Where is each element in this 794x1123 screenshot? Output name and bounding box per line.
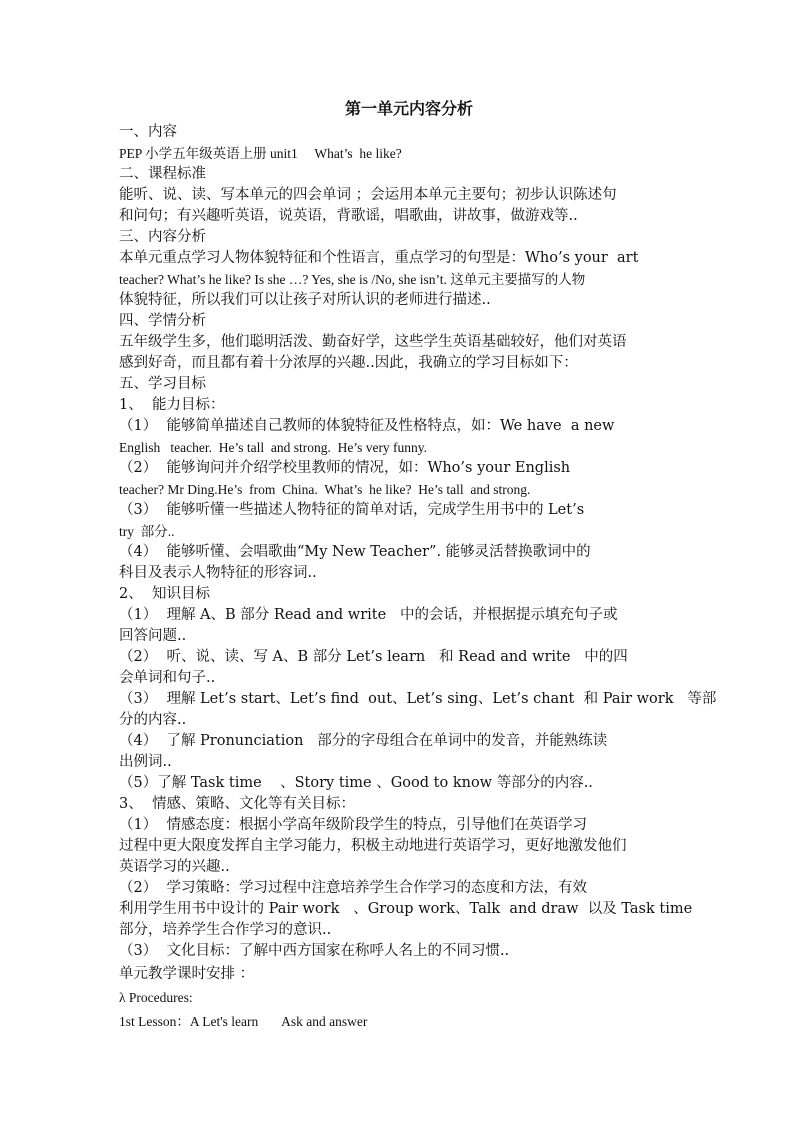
objective-item: （3） 理解 Let’s start、Let’s find out、Let’s sing、Let’s chant 和 Pair work 等部 xyxy=(119,691,717,707)
procedures-label: λ Procedures: xyxy=(119,990,193,1005)
objective-item: 会单词和句子.. xyxy=(119,670,216,686)
objective-item: 分的内容.. xyxy=(119,712,187,728)
document-page xyxy=(119,96,717,1034)
objective-item: （3） 文化目标：了解中西方国家在称呼人名上的不同习惯.. xyxy=(119,943,510,959)
section-heading-standard: 二、课程标准 xyxy=(119,166,206,182)
objective-item: （2） 能够询问并介绍学校里教师的情况，如：Who’s your English xyxy=(119,460,571,476)
objective-heading: 2、 知识目标 xyxy=(119,586,210,602)
objective-item: （1） 情感态度：根据小学高年级阶段学生的特点，引导他们在英语学习 xyxy=(119,817,587,833)
objective-item: （3） 能够听懂一些描述人物特征的简单对话，完成学生用书中的 Let’s xyxy=(119,502,585,518)
objective-item: English teacher. He’s tall and strong. He’s very funny. xyxy=(119,440,428,455)
objective-item: （4） 能够听懂、会唱歌曲“My New Teacher”. 能够灵活替换歌词中的 xyxy=(119,544,591,560)
learners-text: 五年级学生多，他们聪明活泼、勤奋好学，这些学生英语基础较好，他们对英语 xyxy=(119,334,627,350)
objective-item: （2） 学习策略：学习过程中注意培养学生合作学习的态度和方法，有效 xyxy=(119,880,587,896)
schedule-heading: 单元教学课时安排 ： xyxy=(119,966,255,982)
learners-text: 感到好奇，而且都有着十分浓厚的兴趣..因此，我确立的学习目标如下： xyxy=(119,355,578,371)
objective-item: teacher? Mr Ding.He’s from China. What’s he like? He’s tall and strong. xyxy=(119,482,531,497)
section-heading-objectives: 五、学习目标 xyxy=(119,376,206,392)
objective-heading: 1、 能力目标： xyxy=(119,397,225,413)
standard-text: 能听、说、读、写本单元的四会单词 ；会运用本单元主要句；初步认识陈述句 xyxy=(119,187,617,203)
objective-item: try 部分.. xyxy=(119,524,175,539)
document-body xyxy=(119,122,717,1034)
objective-item: 过程中更大限度发挥自主学习能力，积极主动地进行英语学习，更好地激发他们 xyxy=(119,838,627,854)
section-heading-learners: 四、学情分析 xyxy=(119,313,206,329)
objective-item: （5）了解 Task time 、Story time 、Good to know 等部分的内容.. xyxy=(119,775,593,791)
standard-text: 和问句；有兴趣听英语，说英语，背歌谣，唱歌曲，讲故事，做游戏等.. xyxy=(119,208,578,224)
content-text: PEP 小学五年级英语上册 unit1 What’s he like? xyxy=(119,146,402,161)
objective-item: （1） 理解 A、B 部分 Read and write 中的会话，并根据提示填充句子或 xyxy=(119,607,618,623)
objective-item: （2） 听、说、读、写 A、B 部分 Let’s learn 和 Read and write 中的四 xyxy=(119,649,628,665)
page-title: 第一单元内容分析 xyxy=(344,99,473,118)
analysis-text: teacher? What’s he like? Is she …? Yes, she is /No, she isn’t. 这单元主要描写的人物 xyxy=(119,272,586,287)
objective-item: （1） 能够简单描述自己教师的体貌特征及性格特点，如：We have a new xyxy=(119,418,615,434)
objective-item: 部分，培养学生合作学习的意识.. xyxy=(119,922,332,938)
analysis-text: 体貌特征，所以我们可以让孩子对所认识的老师进行描述.. xyxy=(119,292,491,308)
objective-item: 科目及表示人物特征的形容词.. xyxy=(119,565,317,581)
objective-item: 回答问题.. xyxy=(119,628,187,644)
section-heading-content: 一、内容 xyxy=(119,124,177,140)
objective-item: 出例词.. xyxy=(119,754,172,770)
objective-item: 英语学习的兴趣.. xyxy=(119,859,230,875)
objective-item: （4） 了解 Pronunciation 部分的字母组合在单词中的发音，并能熟练读 xyxy=(119,733,608,749)
analysis-text: 本单元重点学习人物体貌特征和个性语言，重点学习的句型是：Who’s your art xyxy=(119,250,639,266)
objective-item: 利用学生用书中设计的 Pair work 、Group work、Talk and draw 以及 Task time xyxy=(119,901,693,917)
lesson-line: 1st Lesson：A Let's learn Ask and answer xyxy=(119,1014,368,1029)
objective-heading: 3、 情感、策略、文化等有关目标： xyxy=(119,796,355,812)
section-heading-analysis: 三、内容分析 xyxy=(119,229,206,245)
